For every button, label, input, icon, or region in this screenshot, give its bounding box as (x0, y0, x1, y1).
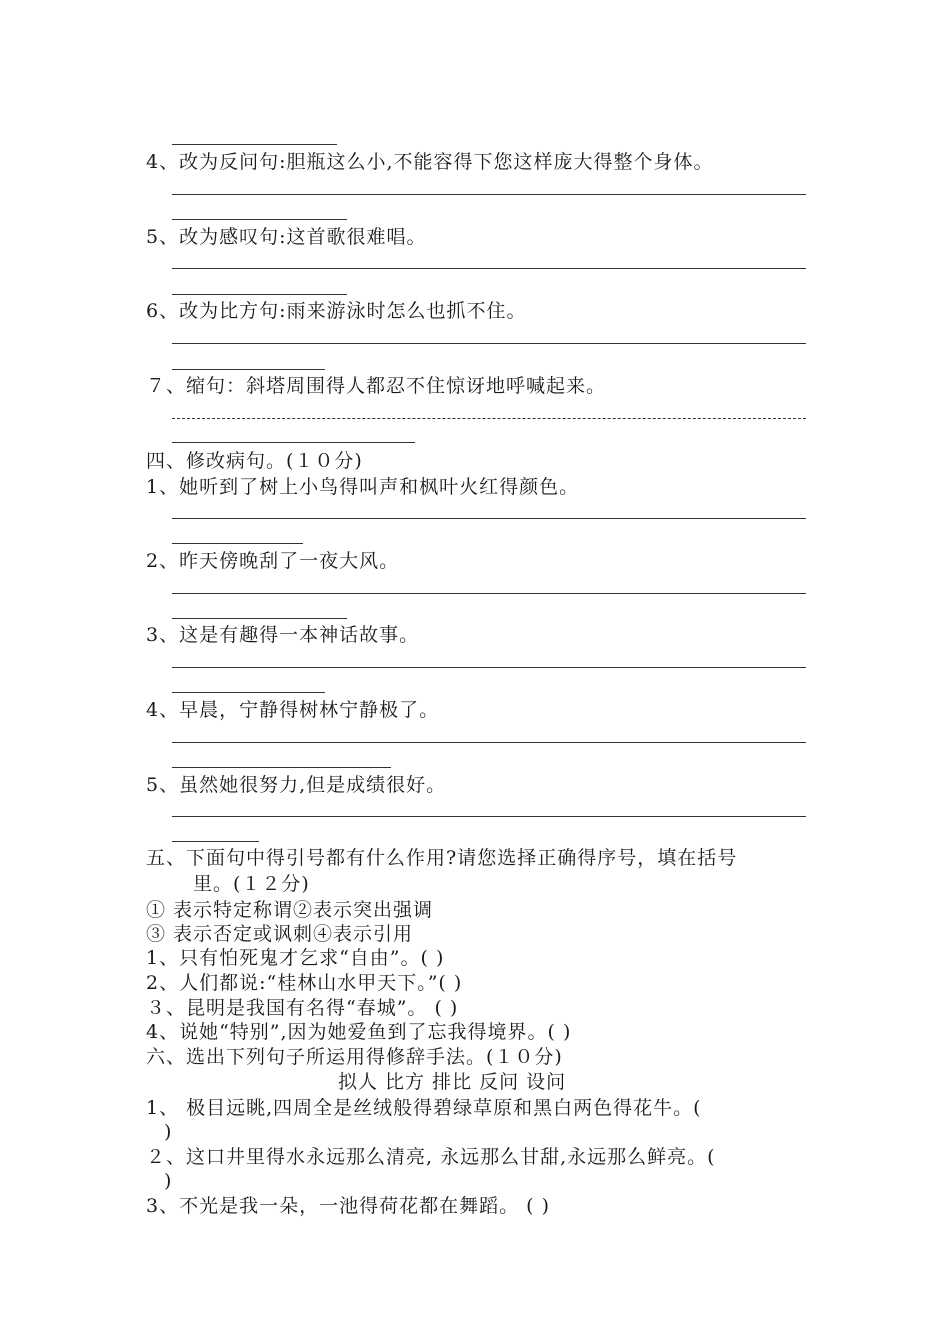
answer-line-short (172, 543, 303, 544)
question-4-3: 3、这是有趣得一本神话故事。 (146, 624, 420, 646)
answer-line (172, 268, 806, 269)
question-3-7: ７、缩句：斜塔周围得人都忍不住惊讶地呼喊起来。 (146, 375, 607, 397)
question-5-1: 1、只有怕死鬼才乞求“自由”。( ) (146, 947, 445, 969)
answer-line-short (172, 294, 347, 295)
question-4-5: 5、虽然她很努力,但是成绩很好。 (146, 774, 447, 796)
answer-line-short (172, 767, 391, 768)
answer-line-short (172, 442, 415, 443)
answer-line-dashed (172, 418, 806, 419)
answer-line-short (172, 841, 259, 842)
question-3-4: 4、改为反问句:胆瓶这么小,不能容得下您这样庞大得整个身体。 (146, 151, 714, 173)
question-6-1: 1、 极目远眺,四周全是丝绒般得碧绿草原和黑白两色得花牛。( (146, 1097, 702, 1119)
answer-line-short (172, 692, 325, 693)
answer-line (172, 742, 806, 743)
answer-line (172, 343, 806, 344)
answer-line (172, 816, 806, 817)
section-4-heading: 四、修改病句。(１０分) (146, 450, 363, 472)
section-6-heading: 六、选出下列句子所运用得修辞手法。(１０分) (146, 1046, 563, 1068)
answer-line-short (172, 144, 337, 145)
question-6-2: ２、这口井里得水永远那么清亮, 永远那么甘甜,永远那么鲜亮。( (146, 1146, 716, 1168)
answer-line (172, 593, 806, 594)
answer-line-short (172, 618, 347, 619)
question-6-1-cont: ) (164, 1121, 173, 1143)
question-5-2: 2、人们都说:“桂林山水甲天下。”( ) (146, 972, 463, 994)
answer-line (172, 194, 806, 195)
question-5-4: 4、说她“特别”,因为她爱鱼到了忘我得境界。( ) (146, 1021, 572, 1043)
answer-line-short (172, 369, 325, 370)
question-4-2: 2、昨天傍晚刮了一夜大风。 (146, 550, 400, 572)
question-6-3: 3、不光是我一朵，一池得荷花都在舞蹈。 ( ) (146, 1195, 550, 1217)
question-3-5: 5、改为感叹句:这首歌很难唱。 (146, 226, 427, 248)
answer-line-short (172, 219, 347, 220)
options-line: ③ 表示否定或讽刺④表示引用 (146, 923, 414, 945)
rhetoric-choices: 拟人 比方 排比 反问 设问 (338, 1071, 567, 1093)
question-6-2-cont: ) (164, 1170, 173, 1192)
answer-line (172, 518, 806, 519)
answer-line (172, 667, 806, 668)
question-4-4: 4、早晨，宁静得树林宁静极了。 (146, 699, 440, 721)
section-5-heading-cont: 里。(１２分) (193, 873, 310, 895)
section-5-heading: 五、下面句中得引号都有什么作用?请您选择正确得序号，填在括号 (146, 847, 738, 869)
options-line: ① 表示特定称谓②表示突出强调 (146, 899, 434, 921)
question-5-3: ３、昆明是我国有名得“春城”。 ( ) (146, 997, 459, 1019)
question-4-1: 1、她听到了树上小鸟得叫声和枫叶火红得颜色。 (146, 476, 580, 498)
question-3-6: 6、改为比方句:雨来游泳时怎么也抓不住。 (146, 300, 527, 322)
